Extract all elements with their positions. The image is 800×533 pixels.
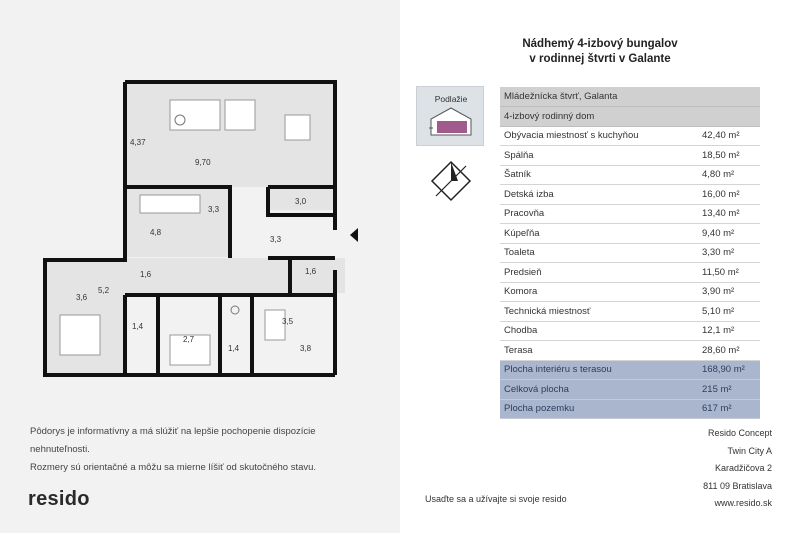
- info-row: [500, 224, 760, 244]
- info-value: 18,50 m²: [698, 146, 760, 166]
- title-line: Nádhemý 4-izbový bungalov: [522, 38, 678, 50]
- room-area-label: 1,6: [305, 267, 317, 276]
- room-area-label: 1,4: [228, 344, 240, 353]
- room-area-label: 3,5: [282, 317, 294, 326]
- info-value: 215 m²: [698, 380, 760, 400]
- company-name: Resido Concept: [707, 428, 772, 438]
- info-value: [698, 87, 760, 107]
- disclaimer-line: Pôdorys je informatívny a má slúžiť na lepšie pochopenie dispozície: [30, 426, 316, 437]
- info-label: Celková plocha: [500, 380, 698, 400]
- floor-selector: [416, 86, 484, 146]
- info-value: 9,40 m²: [698, 224, 760, 244]
- floor-plan: [30, 70, 360, 390]
- contact-block: [703, 425, 772, 513]
- info-label: Detská izba: [500, 185, 698, 205]
- room-area-label: 4,8: [150, 228, 162, 237]
- info-row: [500, 321, 760, 341]
- info-panel: [400, 0, 800, 533]
- info-row: [500, 107, 760, 127]
- title-line: v rodinnej štvrti v Galante: [529, 53, 671, 65]
- info-label: Pracovňa: [500, 204, 698, 224]
- info-row: [500, 185, 760, 205]
- info-row: [500, 243, 760, 263]
- info-label: Technická miestnosť: [500, 302, 698, 322]
- room-area-label: 3,8: [300, 344, 312, 353]
- room-area-label: 3,6: [76, 293, 88, 302]
- disclaimer-line: nehnuteľnosti.: [30, 444, 90, 455]
- website-link[interactable]: www.resido.sk: [714, 498, 772, 508]
- listing-title: [500, 37, 700, 67]
- info-label: Mládežnícka štvrť, Galanta: [500, 87, 698, 107]
- info-label: Kúpeľňa: [500, 224, 698, 244]
- property-info-table: [500, 87, 760, 419]
- info-value: 4,80 m²: [698, 165, 760, 185]
- info-row: [500, 360, 760, 380]
- room-area-label: 3,3: [208, 205, 220, 214]
- info-label: 4-izbový rodinný dom: [500, 107, 698, 127]
- info-label: Terasa: [500, 341, 698, 361]
- info-value: 12,1 m²: [698, 321, 760, 341]
- room-area-label: 1,6: [140, 270, 152, 279]
- info-value: 16,00 m²: [698, 185, 760, 205]
- info-label: Plocha interiéru s terasou: [500, 360, 698, 380]
- disclaimer: [30, 423, 375, 477]
- city-address: 811 09 Bratislava: [703, 480, 772, 491]
- info-row: [500, 263, 760, 283]
- info-label: Chodba: [500, 321, 698, 341]
- room-area-label: 2,7: [183, 335, 195, 344]
- info-row: [500, 126, 760, 146]
- info-label: Šatník: [500, 165, 698, 185]
- info-row: [500, 341, 760, 361]
- floor-label: Podlažie: [434, 94, 468, 104]
- room-area-label: 3,0: [295, 197, 307, 206]
- info-value: 3,90 m²: [698, 282, 760, 302]
- info-row: [500, 380, 760, 400]
- info-row: [500, 204, 760, 224]
- info-value: [698, 107, 760, 127]
- floor-plan-drawing: [30, 70, 360, 390]
- info-value: 28,60 m²: [698, 341, 760, 361]
- info-label: Komora: [500, 282, 698, 302]
- room-area-label: 1,4: [132, 322, 144, 331]
- disclaimer-line: Rozmery sú orientačné a môžu sa mierne líšiť od skutočného stavu.: [30, 462, 317, 473]
- info-row: [500, 282, 760, 302]
- info-label: Plocha pozemku: [500, 399, 698, 419]
- info-row: [500, 302, 760, 322]
- slogan: Usaďte sa a užívajte si svoje resido: [425, 494, 567, 504]
- street-address: Karadžičova 2: [714, 463, 772, 473]
- info-value: 13,40 m²: [698, 204, 760, 224]
- info-value: 617 m²: [698, 399, 760, 419]
- room-area-label: 3,3: [270, 235, 282, 244]
- info-row: [500, 87, 760, 107]
- info-label: Obývacia miestnosť s kuchyňou: [500, 126, 698, 146]
- compass-icon: [428, 158, 474, 204]
- info-value: 11,50 m²: [698, 263, 760, 283]
- info-row: [500, 146, 760, 166]
- info-label: Spálňa: [500, 146, 698, 166]
- info-row: [500, 399, 760, 419]
- info-value: 42,40 m²: [698, 126, 760, 146]
- room-area-label: 5,2: [98, 286, 110, 295]
- room-area-label: 9,70: [195, 158, 211, 167]
- house-floor-icon: [427, 105, 475, 141]
- building-name: Twin City A: [727, 445, 772, 456]
- info-row: [500, 165, 760, 185]
- info-label: Toaleta: [500, 243, 698, 263]
- info-value: 5,10 m²: [698, 302, 760, 322]
- info-value: 3,30 m²: [698, 243, 760, 263]
- info-value: 168,90 m²: [698, 360, 760, 380]
- room-area-label: 4,37: [130, 138, 146, 147]
- brand-logo: resido: [28, 488, 90, 510]
- info-label: Predsieň: [500, 263, 698, 283]
